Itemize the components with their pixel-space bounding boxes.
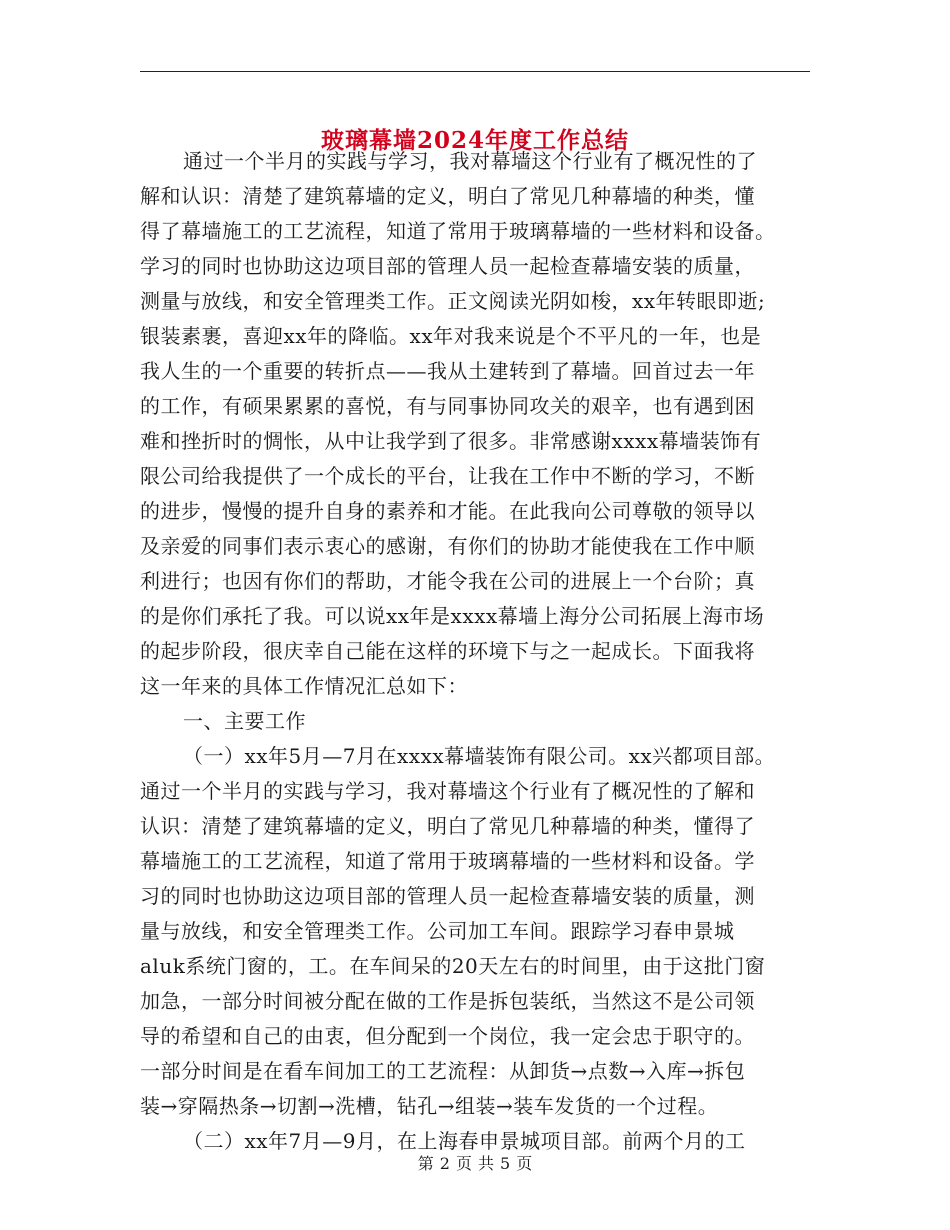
document-title: 玻璃幕墙2024年度工作总结 [320, 127, 629, 155]
body-line: 通过一个半月的实践与学习，我对幕墙这个行业有了概况性的了解和 [140, 779, 755, 803]
body-line: aluk系统门窗的，工。在车间呆的20天左右的时间里，由于这批门窗 [140, 954, 766, 978]
body-line: 及亲爱的同事们表示衷心的感谢，有你们的协助才能使我在工作中顺 [140, 534, 755, 558]
body-line: 习的同时也协助这边项目部的管理人员一起检查幕墙安装的质量，测 [140, 884, 755, 908]
footer-total-pages: 5 [500, 1154, 511, 1173]
footer-total-unit: 页 [516, 1154, 533, 1173]
body-line: 解和认识：清楚了建筑幕墙的定义，明白了常见几种幕墙的种类，懂 [140, 184, 755, 208]
body-line: 幕墙施工的工艺流程，知道了常用于玻璃幕墙的一些材料和设备。学 [140, 849, 755, 873]
footer-page-number: 2 [439, 1154, 450, 1173]
body-line: 认识：清楚了建筑幕墙的定义，明白了常见几种幕墙的种类，懂得了 [140, 814, 755, 838]
body-line: 装→穿隔热条→切割→洗槽，钻孔→组装→装车发货的一个过程。 [140, 1094, 719, 1118]
body-line: 的起步阶段，很庆幸自己能在这样的环境下与之一起成长。下面我将 [140, 639, 755, 663]
body-line: 我人生的一个重要的转折点——我从土建转到了幕墙。回首过去一年 [140, 359, 755, 383]
header-rule [140, 71, 810, 72]
body-line: 得了幕墙施工的工艺流程，知道了常用于玻璃幕墙的一些材料和设备。 [140, 219, 776, 243]
body-line: 一部分时间是在看车间加工的工艺流程：从卸货→点数→入库→拆包 [140, 1059, 746, 1083]
body-line: 银装素裹，喜迎xx年的降临。xx年对我来说是个不平凡的一年，也是 [140, 324, 762, 348]
body-line: （一）xx年5月—7月在xxxx幕墙装饰有限公司。xx兴都项目部。 [183, 744, 776, 768]
body-line: 测量与放线，和安全管理类工作。正文阅读光阴如梭，xx年转眼即逝; [140, 289, 766, 313]
footer-total-prefix: 共 [478, 1154, 495, 1173]
page-footer [0, 1152, 950, 1176]
footer-prefix: 第 [417, 1154, 434, 1173]
body-line: 通过一个半月的实践与学习，我对幕墙这个行业有了概况性的了 [183, 149, 757, 173]
body-line: 导的希望和自己的由衷，但分配到一个岗位，我一定会忠于职守的。 [140, 1024, 755, 1048]
body-line: 难和挫折时的惆怅，从中让我学到了很多。非常感谢xxxx幕墙装饰有 [140, 429, 762, 453]
footer-page-unit: 页 [455, 1154, 472, 1173]
body-line: 这一年来的具体工作情况汇总如下： [140, 674, 468, 698]
body-line: 学习的同时也协助这边项目部的管理人员一起检查幕墙安装的质量， [140, 254, 755, 278]
body-line: 一、主要工作 [183, 709, 306, 733]
body-line: 的是你们承托了我。可以说xx年是xxxx幕墙上海分公司拓展上海市场 [140, 604, 765, 628]
body-line: 量与放线，和安全管理类工作。公司加工车间。跟踪学习春申景城 [140, 919, 735, 943]
body-line: （二）xx年7月—9月，在上海春申景城项目部。前两个月的工 [183, 1129, 746, 1153]
body-line: 加急，一部分时间被分配在做的工作是拆包装纸，当然这不是公司领 [140, 989, 755, 1013]
document-body [140, 144, 820, 1159]
body-line: 利进行；也因有你们的帮助，才能令我在公司的进展上一个台阶；真 [140, 569, 755, 593]
body-line: 的工作，有硕果累累的喜悦，有与同事协同攻关的艰辛，也有遇到困 [140, 394, 755, 418]
body-line: 限公司给我提供了一个成长的平台，让我在工作中不断的学习，不断 [140, 464, 755, 488]
body-line: 的进步，慢慢的提升自身的素养和才能。在此我向公司尊敬的领导以 [140, 499, 755, 523]
